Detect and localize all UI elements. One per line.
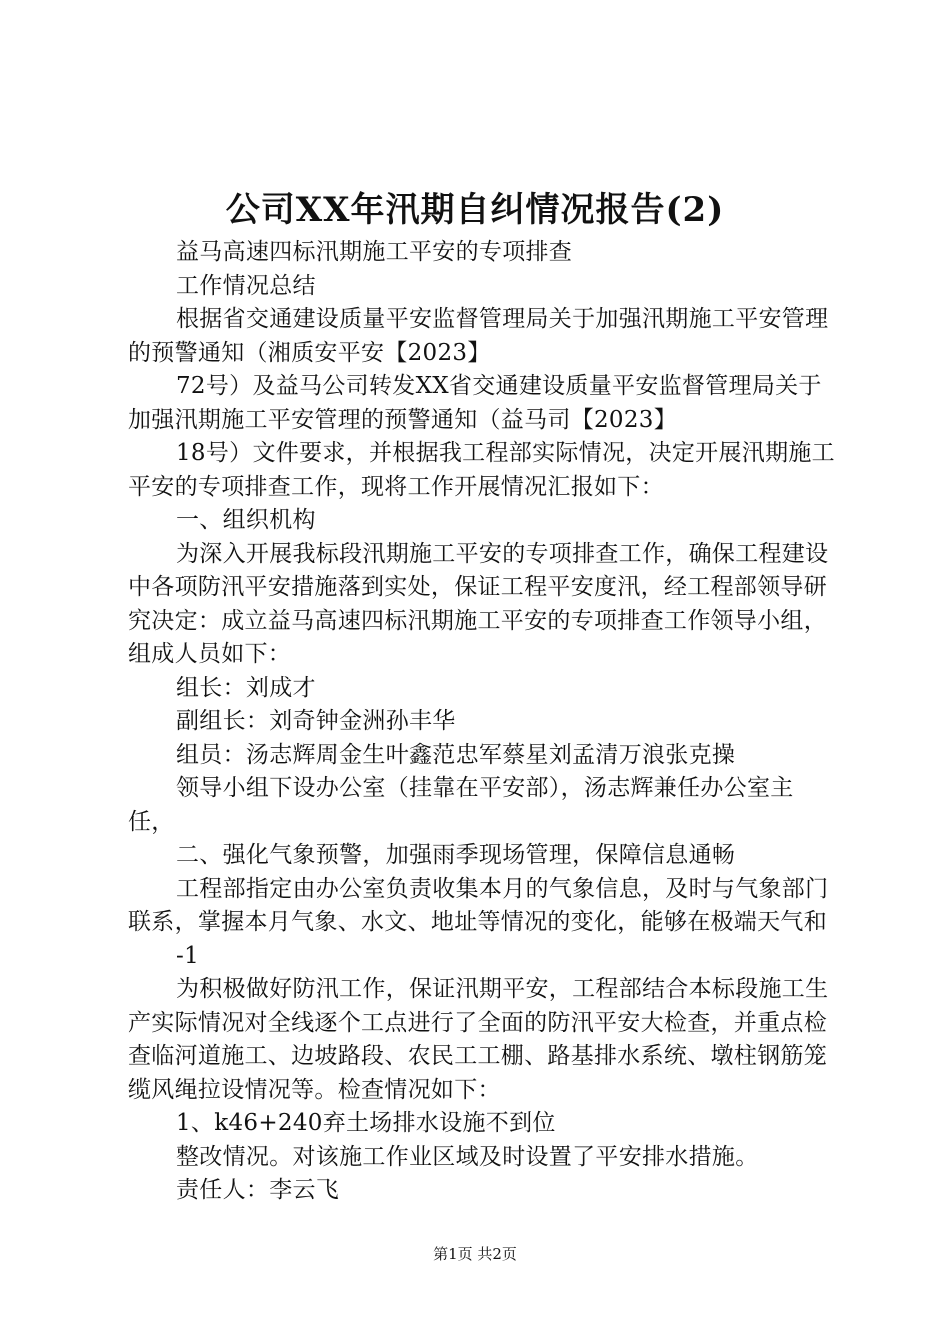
paragraph-group-leader: 组长：刘成才: [176, 674, 316, 701]
paragraph-inspection: 为积极做好防汛工作，保证汛期平安，工程部结合本标段施工生产实际情况对全线逐个工点进行了全面的防汛平安大检查，并重点检查临河道施工、边坡路段、农民工工棚、路基排水系统、墩柱钢筋笼缆风绳拉设情况等。检查情况如下：: [128, 976, 829, 1103]
paragraph-deputy-leader: 副组长：刘奇钟金洲孙丰华: [176, 708, 456, 734]
paragraph-subject-line2: 工作情况总结: [176, 272, 316, 299]
paragraph-members: 组员：汤志辉周金生叶鑫范忠军蔡星刘孟清万浪张克操: [176, 741, 736, 768]
paragraph-basis-1: 根据省交通建设质量平安监督管理局关于加强汛期施工平安管理的预警通知（湘质安平安【2023】: [128, 306, 829, 366]
paragraph-responsible-person: 责任人：李云飞: [176, 1177, 340, 1203]
paragraph-basis-2: 72号）及益马公司转发XX省交通建设质量平安监督管理局关于加强汛期施工平安管理的预警通知（益马司【2023】: [128, 373, 822, 433]
paragraph-rectification: 整改情况。对该施工作业区域及时设置了平安排水措施。: [176, 1143, 759, 1170]
section-heading-organization: 一、组织机构: [176, 507, 316, 533]
paragraph-subject-line1: 益马高速四标汛期施工平安的专项排查: [176, 239, 573, 265]
section-heading-weather: 二、强化气象预警，加强雨季现场管理，保障信息通畅: [176, 842, 736, 868]
document-body: [128, 236, 840, 1208]
page-marker: -1: [176, 942, 200, 969]
paragraph-basis-3: 18号）文件要求，并根据我工程部实际情况，决定开展汛期施工平安的专项排查工作，现将工作开展情况汇报如下：: [128, 440, 835, 500]
paragraph-organization: 为深入开展我标段汛期施工平安的专项排查工作，确保工程建设中各项防汛平安措施落到实处，保证工程平安度汛，经工程部领导研究决定：成立益马高速四标汛期施工平安的专项排查工作领导小组，组成人员如下：: [128, 540, 829, 667]
paragraph-office: 领导小组下设办公室（挂靠在平安部），汤志辉兼任办公室主任，: [128, 775, 794, 835]
page-footer: 第1页 共2页: [433, 1245, 517, 1263]
paragraph-issue-1: 1、k46+240弃土场排水设施不到位: [176, 1110, 556, 1136]
paragraph-weather: 工程部指定由办公室负责收集本月的气象信息，及时与气象部门联系，掌握本月气象、水文、地址等情况的变化，能够在极端天气和: [128, 875, 829, 935]
document-title: 公司XX年汛期自纠情况报告(2): [225, 190, 725, 230]
